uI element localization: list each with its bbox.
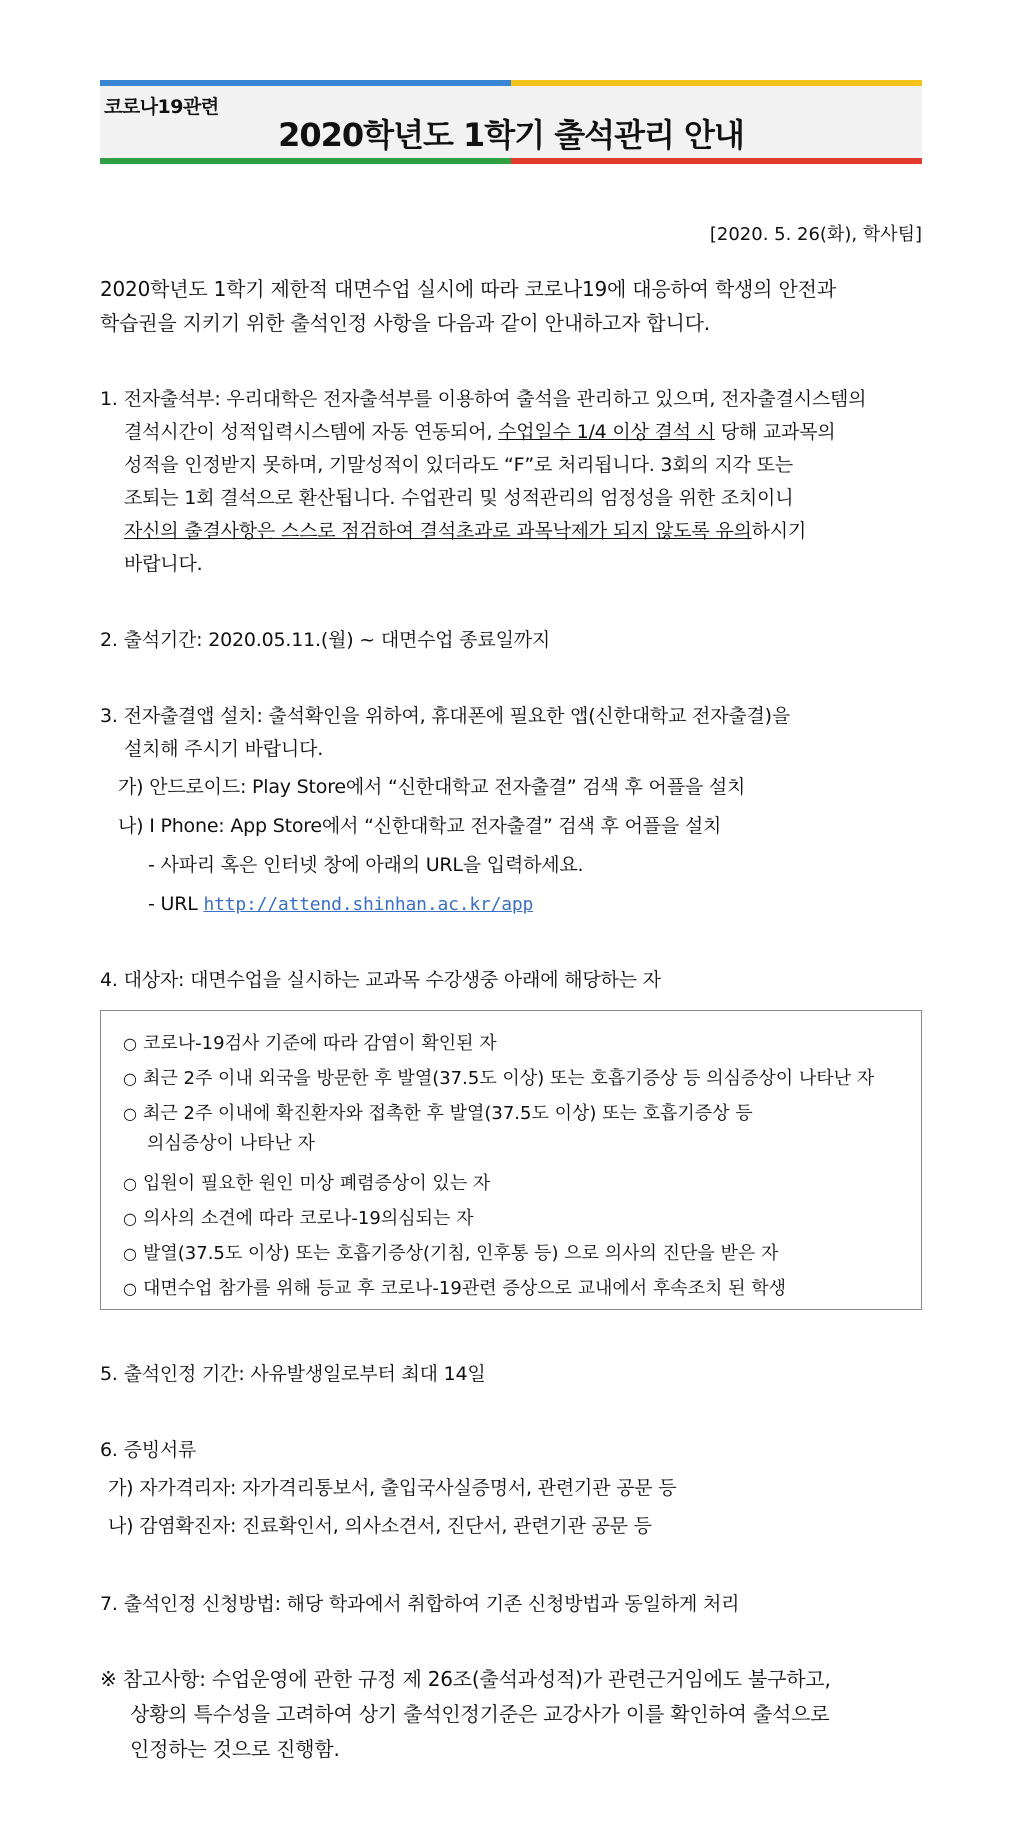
header-bar-green — [100, 158, 511, 164]
header-banner — [100, 80, 922, 164]
section1-line-3: 성적을 인정받지 못하며, 기말성적이 있더라도 “F”로 처리됩니다. 3회의 지각 또는 — [124, 454, 793, 476]
section4-heading: 4. 대상자: 대면수업을 실시하는 교과목 수강생중 아래에 해당하는 자 — [100, 969, 661, 991]
bullet-circle-icon: ○ — [123, 1244, 137, 1263]
note-line-1: ※ 참고사항: 수업운영에 관한 규정 제 26조(출석과성적)가 관련근거임에도 불구하고, — [100, 1667, 831, 1691]
section3-url-instruction: - 사파리 혹은 인터넷 창에 아래의 URL을 입력하세요. — [148, 854, 584, 876]
section3-android: 가) 안드로이드: Play Store에서 “신한대학교 전자출결” 검색 후 어플을 설치 — [118, 776, 746, 798]
date-department: [2020. 5. 26(화), 학사팀] — [709, 224, 922, 245]
app-url-link[interactable]: http://attend.shinhan.ac.kr/app — [203, 894, 534, 915]
criteria-item: ○ 발열(37.5도 이상) 또는 호흡기증상(기침, 인후통 등) 으로 의사의 진단을 받은 자 — [123, 1239, 778, 1269]
criteria-item: ○ 입원이 필요한 원인 미상 폐렴증상이 있는 자 — [123, 1169, 490, 1199]
bullet-circle-icon: ○ — [123, 1034, 137, 1053]
section1-underline-caution: 자신의 출결사항은 스스로 점검하여 결석초과로 과목낙제가 되지 않도록 유의 — [124, 520, 752, 542]
criteria-item: ○ 최근 2주 이내에 확진환자와 접촉한 후 발열(37.5도 이상) 또는 호흡기증상 등 의심증상이 나타난 자 — [123, 1099, 753, 1159]
section1-line-2 — [124, 416, 835, 449]
bullet-circle-icon: ○ — [123, 1209, 137, 1228]
section1-line-6: 바랍니다. — [124, 553, 203, 575]
url-prefix: - URL — [148, 893, 204, 915]
header-bar-blue — [100, 80, 511, 86]
criteria-item: ○ 최근 2주 이내 외국을 방문한 후 발열(37.5도 이상) 또는 호흡기증상 등 의심증상이 나타난 자 — [123, 1064, 874, 1094]
section3-line-2: 설치해 주시기 바랍니다. — [124, 738, 324, 760]
criteria-item: ○ 의사의 소견에 따라 코로나-19의심되는 자 — [123, 1204, 474, 1234]
bullet-circle-icon: ○ — [123, 1069, 137, 1088]
section5-recognition-period: 5. 출석인정 기간: 사유발생일로부터 최대 14일 — [100, 1363, 486, 1385]
header-bar-red — [511, 158, 922, 164]
note-line-2: 상황의 특수성을 고려하여 상기 출석인정기준은 교강사가 이를 확인하여 출석으로 — [130, 1702, 830, 1726]
bullet-circle-icon: ○ — [123, 1279, 137, 1298]
note-line-3: 인정하는 것으로 진행함. — [130, 1737, 340, 1761]
bullet-circle-icon: ○ — [123, 1174, 137, 1193]
section1-line-1: 1. 전자출석부: 우리대학은 전자출석부를 이용하여 출석을 관리하고 있으며, 전자출결시스템의 — [100, 388, 867, 410]
criteria-item-continuation: 의심증상이 나타난 자 — [147, 1133, 315, 1154]
section3-url-line — [148, 888, 533, 921]
criteria-item: ○ 코로나-19검사 기준에 따라 감염이 확인된 자 — [123, 1029, 497, 1059]
section1-underline-absence: 수업일수 1/4 이상 결석 시 — [498, 421, 715, 443]
section2-attendance-period: 2. 출석기간: 2020.05.11.(월) ~ 대면수업 종료일까지 — [100, 629, 551, 651]
section6-confirmed: 나) 감염확진자: 진료확인서, 의사소견서, 진단서, 관련기관 공문 등 — [108, 1515, 652, 1537]
target-criteria-box — [100, 1010, 922, 1310]
section1-line-5 — [124, 515, 806, 548]
section3-iphone: 나) I Phone: App Store에서 “신한대학교 전자출결” 검색 후 어플을 설치 — [118, 815, 722, 837]
section1-line-2-tail: 당해 교과목의 — [714, 421, 836, 443]
section3-line-1: 3. 전자출결앱 설치: 출석확인을 위하여, 휴대폰에 필요한 앱(신한대학교 전자출결)을 — [100, 705, 790, 727]
section1-line-5-tail: 하시기 — [751, 520, 807, 542]
bullet-circle-icon: ○ — [123, 1104, 137, 1123]
section1-line-4: 조퇴는 1회 결석으로 환산됩니다. 수업관리 및 성적관리의 엄정성을 위한 조치이니 — [124, 487, 794, 509]
header-bar-yellow — [511, 80, 922, 86]
section6-self-quarantine: 가) 자가격리자: 자가격리통보서, 출입국사실증명서, 관련기관 공문 등 — [108, 1477, 677, 1499]
section1-line-2-text: 결석시간이 성적입력시스템에 자동 연동되어, — [124, 421, 499, 443]
criteria-item: ○ 대면수업 참가를 위해 등교 후 코로나-19관련 증상으로 교내에서 후속조치 된 학생 — [123, 1274, 786, 1304]
section6-heading: 6. 증빙서류 — [100, 1439, 197, 1461]
intro-line-1: 2020학년도 1학기 제한적 대면수업 실시에 따라 코로나19에 대응하여 학생의 안전과 — [100, 277, 836, 301]
page-title: 2020학년도 1학기 출석관리 안내 — [278, 116, 744, 154]
section7-application: 7. 출석인정 신청방법: 해당 학과에서 취합하여 기존 신청방법과 동일하게 처리 — [100, 1593, 740, 1615]
intro-line-2: 학습권을 지키기 위한 출석인정 사항을 다음과 같이 안내하고자 합니다. — [100, 311, 710, 335]
header-kicker: 코로나19관련 — [104, 96, 219, 118]
